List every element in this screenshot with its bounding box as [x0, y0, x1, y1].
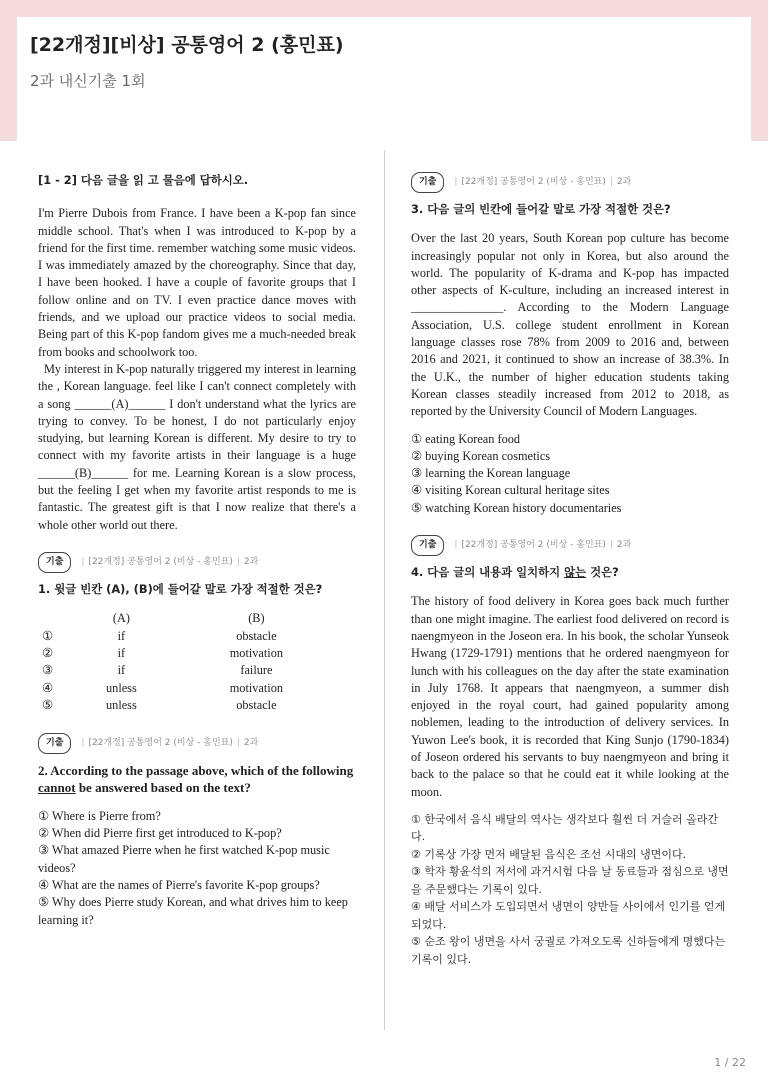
source-tag: [22개정] 공통영어 2 (비상 - 홍민표): [461, 177, 606, 187]
question-3-title: 3. 다음 글의 빈칸에 들어갈 말로 가장 적절한 것은?: [411, 202, 671, 217]
option-4[interactable]: ④ visiting Korean cultural heritage sites: [411, 483, 610, 498]
question-2-title-emphasis: cannot: [38, 779, 76, 795]
option-1[interactable]: ① Where is Pierre from?: [38, 808, 161, 823]
source-tag: [22개정] 공통영어 2 (비상 - 홍민표): [88, 737, 233, 748]
badge: 기출: [38, 733, 71, 754]
separator: |: [609, 540, 613, 551]
option-a: if: [117, 628, 126, 643]
question-4-title-text-end: 것은?: [586, 565, 619, 580]
answer-table-header: [42, 610, 342, 627]
separator: |: [81, 556, 85, 567]
left-column: [38, 172, 356, 929]
question-2-title-text-end: be answered based on the text?: [75, 779, 251, 795]
option-number: ⑤: [42, 698, 54, 713]
option-a: unless: [106, 680, 137, 695]
passage-paragraph-1: I'm Pierre Dubois from France. I have been a K-pop fan since middle school. That's when I was introduced to K-pop by a friend for the first time. remember watching some music videos. I was immediately amazed by the choreography. Since that day, I have been hooked. I have a couple of favorite groups that I follow online and on TV. I even practice dance moves with friends, and we upload our practice videos to social media. Being part of this K-pop fandom gives me a much-needed break from books and schoolwork too.: [38, 206, 356, 359]
question-4-title-emphasis: 않는: [564, 565, 587, 580]
option-a: if: [117, 663, 126, 678]
option-number: ③: [42, 663, 54, 678]
option-b: obstacle: [236, 698, 277, 713]
separator: |: [236, 556, 240, 567]
option-5[interactable]: ⑤ watching Korean history documentaries: [411, 500, 622, 515]
option-number: ④: [42, 680, 54, 695]
question-2-tag: [38, 733, 356, 754]
option-1[interactable]: ① eating Korean food: [411, 431, 521, 446]
option-4[interactable]: ④ What are the names of Pierre's favorite K-pop groups?: [38, 878, 320, 893]
question-4-tag: [411, 535, 729, 556]
option-5[interactable]: ⑤ 순조 왕이 냉면을 사서 궁궐로 가져오도록 신하들에게 명했다는 기록이 있다.: [411, 935, 726, 966]
question-2-options: [38, 808, 356, 929]
option-b: failure: [240, 663, 273, 678]
question-3-options: [411, 431, 729, 517]
answer-row[interactable]: [42, 628, 342, 645]
passage-paragraph-2: My interest in K-pop naturally triggered my interest in learning the , Korean language. feel like I can't connect completely with a song ______(A)______ I don't understand what the lyrics are trying to convey. To be honest, I do not particularly enjoy studying, but learning Korean is different. My desire to try to connect with my favorite artists in their language is a huge ______(B)______ for me. Learning Korean is a slow process, but the feeling I get when my favorite artist responds to me is fantastic. The greatest gift is that I now realize that there's a whole other world out there.: [38, 361, 356, 532]
option-2[interactable]: ② 기록상 가장 먼저 배달된 음식은 조선 시대의 냉면이다.: [411, 847, 687, 861]
question-1-title: 1. 윗글 빈칸 (A), (B)에 들어갈 말로 가장 적절한 것은?: [38, 582, 323, 597]
option-4[interactable]: ④ 배달 서비스가 도입되면서 냉면이 양반들 사이에서 인기를 얻게 되었다.: [411, 900, 726, 931]
column-divider: [384, 150, 385, 1030]
question-4-title: [411, 564, 729, 581]
badge: 기출: [38, 552, 71, 573]
option-b: motivation: [229, 680, 284, 695]
question-3-tag: [411, 172, 729, 193]
column-b-header: (B): [248, 611, 265, 626]
source-tag: [22개정] 공통영어 2 (비상 - 홍민표): [461, 540, 606, 551]
question-4-options: [411, 811, 729, 969]
page-number: 1 / 22: [714, 1056, 746, 1069]
instruction: [1 - 2] 다음 글을 읽 고 물음에 답하시오.: [38, 173, 249, 187]
badge: 기출: [411, 535, 444, 556]
option-number: ①: [42, 628, 54, 643]
answer-row[interactable]: [42, 645, 342, 662]
lesson-tag: 2과: [243, 737, 259, 748]
option-a: unless: [106, 698, 137, 713]
option-b: motivation: [229, 646, 284, 661]
lesson-tag: 2과: [616, 540, 632, 551]
passage-1-2: [38, 205, 356, 534]
answer-row[interactable]: [42, 697, 342, 714]
question-4-passage: The history of food delivery in Korea goes back much further than one might imagine. The earliest food delivered on record is naengmyeon in the Joseon era. In his book, the scholar Yunseok Hwang (1729-1791) mentions that he ordered naengmyeon for lunch with his colleagues on the day after the state examination in July 1768. It appears that naengmyeon, a summer dish enjoyed in the royal court, had gained popularity among noblemen, leading to the introduction of delivery services. In Yuwon Lee's book, it is recorded that King Sunjo (1790-1834) of Joseon ordered his servants to buy naengmyeon and bring it back to the palace so that he could eat it while looking at the moon.: [411, 594, 729, 799]
separator: |: [454, 540, 458, 551]
option-3[interactable]: ③ What amazed Pierre when he first watched K-pop music videos?: [38, 843, 330, 875]
option-2[interactable]: ② When did Pierre first get introduced to K-pop?: [38, 826, 282, 841]
page-title: [22개정][비상] 공통영어 2 (홍민표): [30, 34, 344, 56]
option-number: ②: [42, 646, 54, 661]
option-a: if: [117, 646, 126, 661]
question-2-title-text: 2. According to the passage above, which of the following: [38, 762, 354, 778]
source-tag: [22개정] 공통영어 2 (비상 - 홍민표): [88, 556, 233, 567]
option-2[interactable]: ② buying Korean cosmetics: [411, 448, 551, 463]
question-2-title: [38, 762, 356, 796]
lesson-tag: 2과: [243, 556, 259, 567]
question-4-title-text: 4. 다음 글의 내용과 일치하지: [411, 565, 565, 580]
option-3[interactable]: ③ learning the Korean language: [411, 466, 571, 481]
separator: |: [609, 177, 613, 187]
right-column: [411, 172, 729, 968]
column-a-header: (A): [112, 611, 130, 626]
question-1-tag: [38, 552, 356, 573]
answer-row[interactable]: [42, 680, 342, 697]
option-3[interactable]: ③ 학자 황윤석의 저서에 과거시험 다음 날 동료들과 점심으로 냉면을 주문했다는 기록이 있다.: [411, 865, 729, 896]
question-3-passage: Over the last 20 years, South Korean pop culture has become increasingly popular not only in Korea, but also around the world. The popularity of K-drama and K-pop has impacted other aspects of K-culture, including an increased interest in _______________. According to the Modern Language Association, U.S. college student enrollment in Korean language classes rose 78% from 2009 to 2016 and, between 2016 and 2021, it continued to show an increase of 38.3%. In the U.K., the number of higher education students taking Korean classes steadily increased from 2012 to 2018, as reported by the University Council of Modern Languages.: [411, 231, 729, 419]
separator: |: [81, 737, 85, 748]
badge: 기출: [411, 172, 444, 193]
lesson-tag: 2과: [616, 177, 632, 187]
page-subtitle: 2과 내신기출 1회: [30, 72, 146, 90]
answer-table: [42, 610, 342, 714]
option-5[interactable]: ⑤ Why does Pierre study Korean, and what drives him to keep learning it?: [38, 895, 348, 927]
option-1[interactable]: ① 한국에서 음식 배달의 역사는 생각보다 훨씬 더 거슬러 올라간다.: [411, 812, 718, 844]
answer-row[interactable]: [42, 662, 342, 679]
separator: |: [454, 177, 458, 187]
option-b: obstacle: [236, 628, 277, 643]
separator: |: [236, 737, 240, 748]
